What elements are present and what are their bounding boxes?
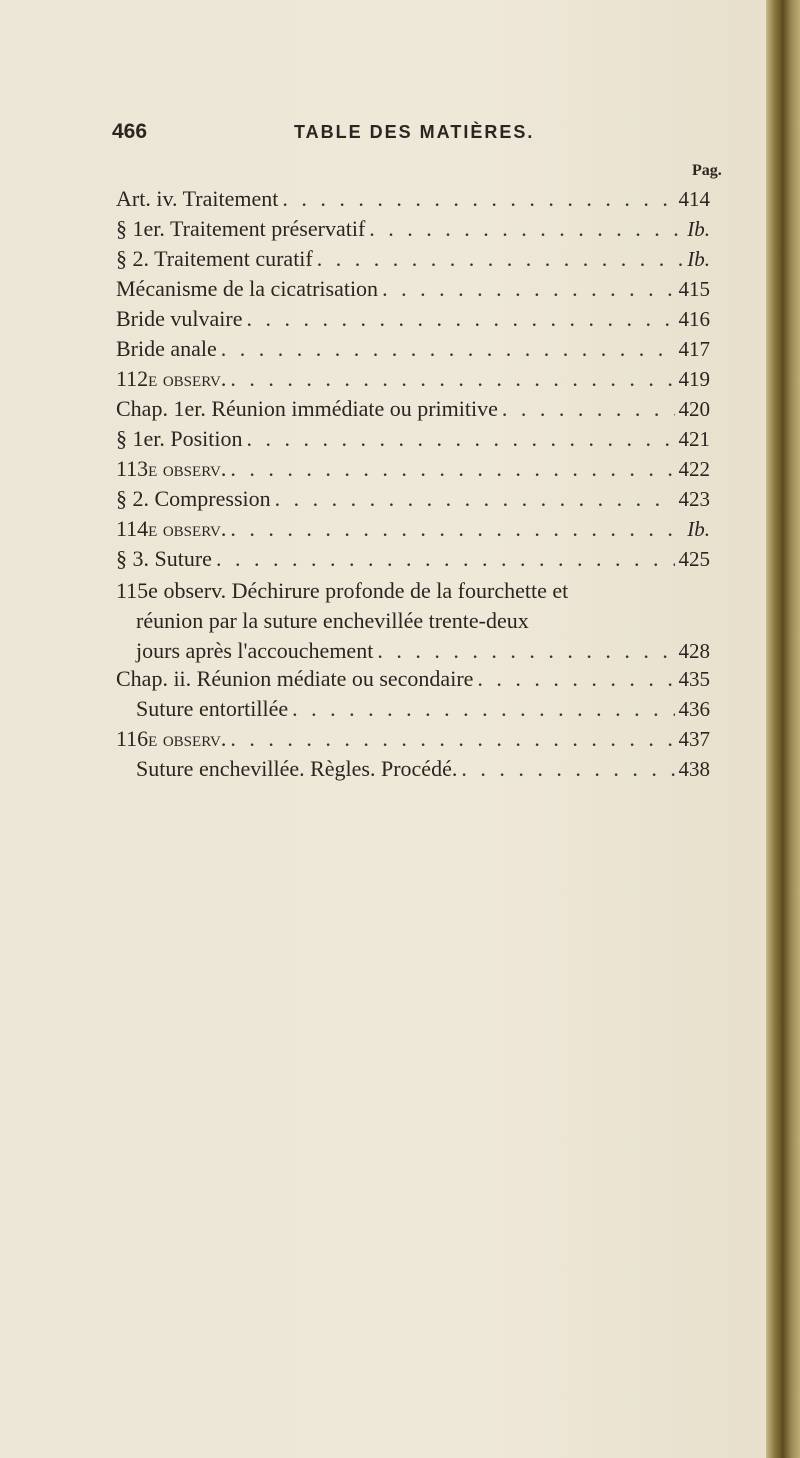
toc-entry-text: Chap. 1er. Réunion immédiate ou primitive xyxy=(116,396,498,421)
toc-entry-page: 417 xyxy=(678,337,710,361)
toc-entry-page: 435 xyxy=(678,667,710,691)
toc-entry xyxy=(116,546,710,576)
toc-entry-text: § 3. Suture xyxy=(116,546,212,571)
toc-entry-text: 116e observ. xyxy=(116,726,227,751)
toc-entry xyxy=(116,666,710,696)
toc-entry-line: réunion par la suture enchevillée trente-deux xyxy=(136,608,529,633)
page-number: 466 xyxy=(112,120,148,143)
dot-leader xyxy=(230,726,674,752)
toc-entry-text: § 1er. Position xyxy=(116,426,243,451)
toc-entry xyxy=(116,366,710,396)
toc-entry-page: 437 xyxy=(678,727,710,751)
toc-entry-page: 420 xyxy=(678,397,710,421)
toc-entry-page: 414 xyxy=(678,187,710,211)
toc-entry xyxy=(116,216,710,246)
toc-entry-text: Bride anale xyxy=(116,336,217,361)
running-title: TABLE DES MATIÈRES. xyxy=(294,122,535,142)
dot-leader xyxy=(369,216,683,242)
toc-entry-page: Ib. xyxy=(687,217,710,241)
toc-entry-text: § 1er. Traitement préservatif xyxy=(116,216,366,241)
toc-entry-text: Mécanisme de la cicatrisation xyxy=(116,276,379,301)
toc-entry xyxy=(116,636,710,666)
toc-entry-page: Ib. xyxy=(687,517,710,541)
toc-entry-text: 112e observ. xyxy=(116,366,227,391)
dot-leader xyxy=(230,366,674,392)
toc-entry xyxy=(116,426,710,456)
toc-entry xyxy=(116,486,710,516)
toc-entry xyxy=(116,186,710,216)
toc-entry xyxy=(116,336,710,366)
toc-entry-page: 428 xyxy=(678,639,710,663)
toc-entry-text: Chap. ii. Réunion médiate ou secondaire xyxy=(116,666,474,691)
dot-leader xyxy=(247,426,675,452)
table-of-contents xyxy=(116,186,710,786)
dot-leader xyxy=(292,696,674,722)
toc-entry-page: 425 xyxy=(678,547,710,571)
dot-leader xyxy=(477,666,674,692)
toc-entry-page: 423 xyxy=(678,487,710,511)
dot-leader xyxy=(230,516,683,542)
toc-entry-multiline xyxy=(116,576,710,666)
dot-leader xyxy=(382,276,674,302)
dot-leader xyxy=(216,546,675,572)
page-edge xyxy=(766,0,800,1458)
dot-leader xyxy=(275,486,675,512)
toc-entry-text: 114e observ. xyxy=(116,516,227,541)
toc-entry-text: § 2. Traitement curatif xyxy=(116,246,313,271)
toc-entry xyxy=(116,246,710,276)
dot-leader xyxy=(377,636,674,666)
toc-entry-text: Suture enchevillée. Règles. Procédé. xyxy=(136,756,458,781)
toc-entry-page: 415 xyxy=(678,277,710,301)
toc-entry-text: Art. iv. Traitement xyxy=(116,186,279,211)
dot-leader xyxy=(230,456,674,482)
toc-entry-page: 438 xyxy=(678,757,710,781)
toc-entry xyxy=(116,306,710,336)
page-header xyxy=(112,120,700,144)
pag-column-label: Pag. xyxy=(692,162,722,179)
toc-entry-page: 422 xyxy=(678,457,710,481)
toc-entry-text: jours après l'accouchement xyxy=(136,638,374,663)
toc-entry-page: 436 xyxy=(678,697,710,721)
toc-entry-text: Suture entortillée xyxy=(136,696,289,721)
toc-entry xyxy=(116,696,710,726)
toc-entry-page: Ib. xyxy=(687,247,710,271)
toc-entry-text: § 2. Compression xyxy=(116,486,271,511)
toc-entry-page: 416 xyxy=(678,307,710,331)
toc-entry xyxy=(116,276,710,306)
toc-entry-line: 115e observ. Déchirure profonde de la fourchette et xyxy=(116,578,569,603)
toc-entry-page: 419 xyxy=(678,367,710,391)
toc-entry-text: 113e observ. xyxy=(116,456,227,481)
dot-leader xyxy=(317,246,684,272)
dot-leader xyxy=(221,336,675,362)
toc-entry xyxy=(116,756,710,786)
dot-leader xyxy=(502,396,675,422)
toc-entry xyxy=(116,516,710,546)
toc-entry-page: 421 xyxy=(678,427,710,451)
toc-entry xyxy=(116,456,710,486)
dot-leader xyxy=(461,756,674,782)
toc-entry xyxy=(116,396,710,426)
dot-leader xyxy=(282,186,674,212)
dot-leader xyxy=(246,306,674,332)
toc-entry xyxy=(116,726,710,756)
toc-entry-text: Bride vulvaire xyxy=(116,306,243,331)
